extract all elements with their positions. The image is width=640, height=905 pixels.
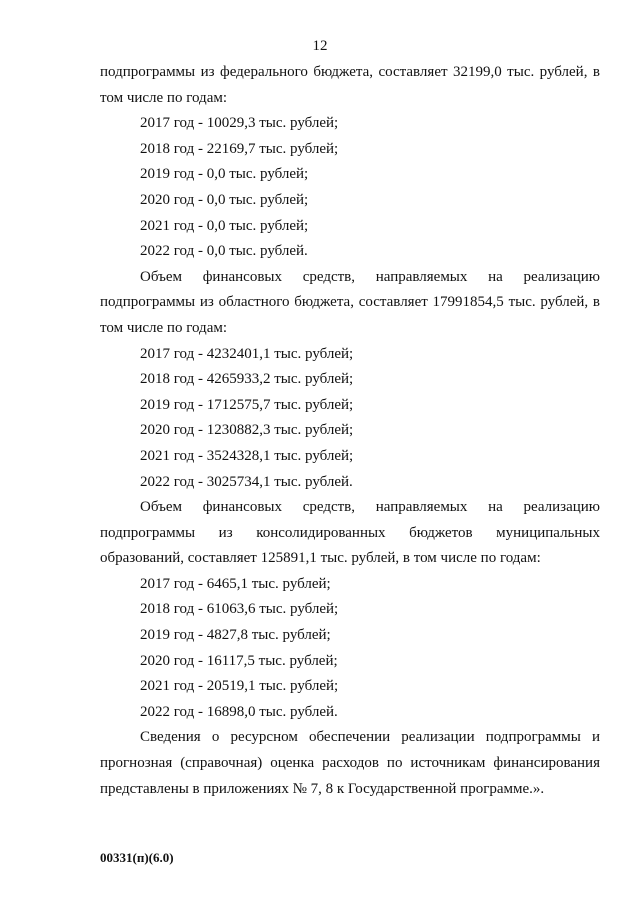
text-line: том числе по годам: (100, 319, 228, 336)
text-line: 2019 год - 4827,8 тыс. рублей; (140, 627, 331, 644)
page-number: 12 (312, 38, 328, 54)
text-line: подпрограммы из областного бюджета, составляет 17991854,5 тыс. рублей, в (100, 294, 600, 311)
text-line: 2020 год - 1230882,3 тыс. рублей; (140, 422, 354, 439)
text-line: 2018 год - 4265933,2 тыс. рублей; (140, 371, 354, 388)
document-body (100, 60, 600, 802)
text-line: 2018 год - 22169,7 тыс. рублей; (140, 140, 339, 157)
text-line: 2017 год - 6465,1 тыс. рублей; (140, 575, 331, 592)
text-line: 2021 год - 0,0 тыс. рублей; (140, 217, 309, 234)
text-line: 2022 год - 0,0 тыс. рублей. (140, 243, 308, 260)
text-line: 2021 год - 20519,1 тыс. рублей; (140, 678, 339, 695)
text-line: Сведения о ресурсном обеспечении реализации подпрограммы и (140, 729, 600, 746)
text-line: представлены в приложениях № 7, 8 к Государственной программе.». (100, 780, 545, 797)
text-line: Объем финансовых средств, направляемых на реализацию (140, 499, 600, 516)
text-line: 2019 год - 1712575,7 тыс. рублей; (140, 396, 354, 413)
text-line: том числе по годам: (100, 89, 228, 106)
text-line: Объем финансовых средств, направляемых на реализацию (140, 268, 600, 285)
text-line: 2022 год - 16898,0 тыс. рублей. (140, 703, 338, 720)
text-line: 2022 год - 3025734,1 тыс. рублей. (140, 473, 353, 490)
text-line: 2021 год - 3524328,1 тыс. рублей; (140, 447, 354, 464)
text-line: 2020 год - 0,0 тыс. рублей; (140, 191, 309, 208)
text-line: 2017 год - 10029,3 тыс. рублей; (140, 115, 339, 132)
text-line: 2020 год - 16117,5 тыс. рублей; (140, 652, 338, 669)
text-line: 2017 год - 4232401,1 тыс. рублей; (140, 345, 354, 362)
document-code: 00331(п)(6.0) (100, 850, 174, 865)
text-line: образований, составляет 125891,1 тыс. рублей, в том числе по годам: (100, 550, 541, 567)
text-line: подпрограммы из консолидированных бюджетов муниципальных (100, 524, 600, 541)
text-line: 2019 год - 0,0 тыс. рублей; (140, 166, 309, 183)
text-line: 2018 год - 61063,6 тыс. рублей; (140, 601, 339, 618)
text-line: прогнозная (справочная) оценка расходов по источникам финансирования (100, 755, 600, 772)
text-line: подпрограммы из федерального бюджета, составляет 32199,0 тыс. рублей, в (100, 64, 600, 80)
